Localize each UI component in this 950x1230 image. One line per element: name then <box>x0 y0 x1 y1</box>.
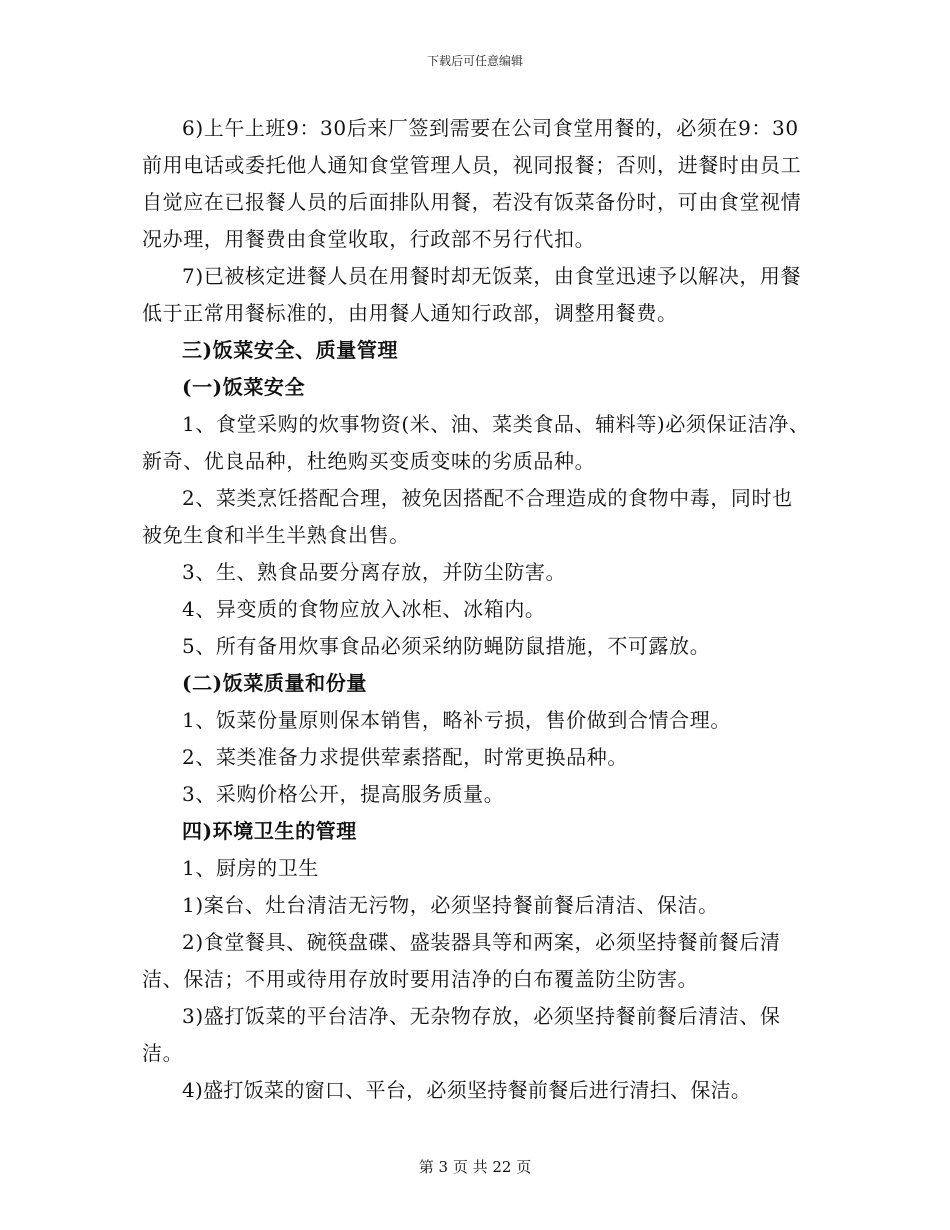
paragraph: 5、所有备用炊事食品必须采纳防蝇防鼠措施，不可露放。 <box>182 634 711 658</box>
paragraph: 6)上午上班9：30后来厂签到需要在公司食堂用餐的，必须在9：30前用电话或委托他人通知食堂管理人员，视同报餐；否则，进餐时由员工自觉应在已报餐人员的后面排队用餐，若没有饭菜备份时，可由食堂视情况办理，用餐费由食堂收取，行政部不另行代扣。 <box>142 116 802 251</box>
paragraph: 2、菜类烹饪搭配合理，被免因搭配不合理造成的食物中毒，同时也被免生食和半生半熟食出售。 <box>142 486 793 547</box>
document-body <box>142 110 810 1109</box>
page-number: 第 3 页 共 22 页 <box>418 1158 532 1176</box>
paragraph: 1、饭菜份量原则保本销售，略补亏损，售价做到合情合理。 <box>182 708 731 732</box>
subsection-heading: (一)饭菜安全 <box>182 375 306 399</box>
paragraph: 3、采购价格公开，提高服务质量。 <box>182 782 505 806</box>
paragraph: 4)盛打饭菜的窗口、平台，必须坚持餐前餐后进行清扫、保洁。 <box>182 1078 752 1102</box>
paragraph: 1)案台、灶台清洁无污物，必须坚持餐前餐后清洁、保洁。 <box>182 893 719 917</box>
paragraph: 3、生、熟食品要分离存放，并防尘防害。 <box>182 560 567 584</box>
paragraph: 4、异变质的食物应放入冰柜、冰箱内。 <box>182 597 546 621</box>
section-heading: 三)饭菜安全、质量管理 <box>182 338 399 362</box>
paragraph: 1、厨房的卫生 <box>182 856 319 880</box>
subsection-heading: (二)饭菜质量和份量 <box>182 671 367 695</box>
paragraph: 7)已被核定进餐人员在用餐时却无饭菜，由食堂迅速予以解决，用餐低于正常用餐标准的，由用餐人通知行政部，调整用餐费。 <box>142 264 802 325</box>
paragraph: 3)盛打饭菜的平台洁净、无杂物存放，必须坚持餐前餐后清洁、保洁。 <box>142 1004 781 1065</box>
paragraph: 2)食堂餐具、碗筷盘碟、盛装器具等和两案，必须坚持餐前餐后清洁、保洁；不用或待用存放时要用洁净的白布覆盖防尘防害。 <box>142 930 781 991</box>
paragraph: 1、食堂采购的炊事物资(米、油、菜类食品、辅料等)必须保证洁净、新奇、优良品种，杜绝购买变质变味的劣质品种。 <box>142 412 810 473</box>
section-heading: 四)环境卫生的管理 <box>182 819 357 843</box>
page-header-note: 下载后可任意编辑 <box>426 54 523 68</box>
paragraph: 2、菜类准备力求提供荤素搭配，时常更换品种。 <box>182 745 628 769</box>
